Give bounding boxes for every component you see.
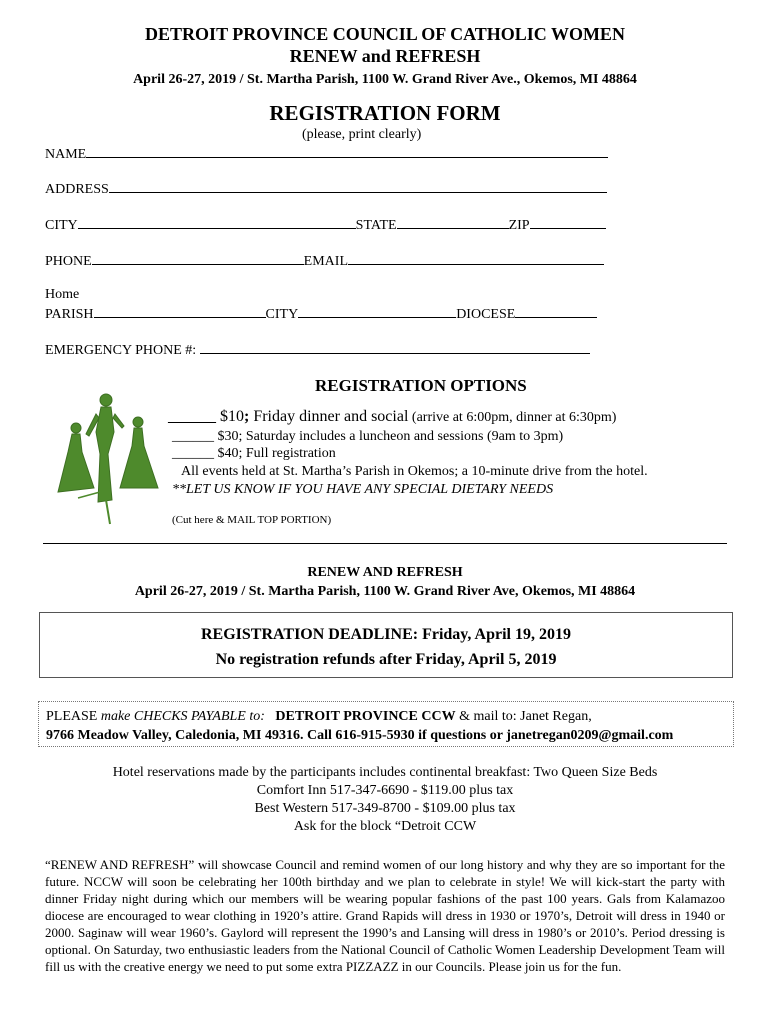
payment-please: PLEASE: [46, 709, 101, 724]
emergency-label: EMERGENCY PHONE #:: [45, 343, 197, 358]
zip-field[interactable]: [530, 216, 606, 229]
refund-policy: No registration refunds after Friday, April 5, 2019: [215, 651, 557, 668]
payment-payee: DETROIT PROVINCE CCW: [275, 709, 456, 724]
cut-line: [43, 543, 727, 544]
print-instruction: (please, print clearly): [302, 127, 422, 142]
hotel-block: Ask for the block “Detroit CCW: [293, 819, 477, 834]
address-field[interactable]: [109, 180, 607, 193]
state-field[interactable]: [397, 216, 509, 229]
lower-date-location: April 26-27, 2019 / St. Martha Parish, 1100 W. Grand River Ave, Okemos, MI 48864: [134, 584, 636, 599]
home-label: Home: [45, 287, 80, 302]
events-note: All events held at St. Martha’s Parish in Okemos; a 10-minute drive from the hotel.: [181, 464, 648, 479]
parish-field[interactable]: [94, 305, 266, 318]
address-label: ADDRESS: [45, 182, 109, 197]
option-friday-text: Friday dinner and social: [249, 408, 409, 425]
diocese-field[interactable]: [515, 305, 597, 318]
option-full[interactable]: ______ $40; Full registration: [172, 446, 336, 461]
option-friday-price: $10: [220, 408, 244, 425]
org-title: DETROIT PROVINCE COUNCIL OF CATHOLIC WOMEN: [145, 24, 625, 44]
name-field[interactable]: [86, 145, 608, 158]
event-title: RENEW and REFRESH: [289, 46, 481, 66]
ladies-dresses-illustration: [38, 392, 168, 530]
dietary-note: **LET US KNOW IF YOU HAVE ANY SPECIAL DIETARY NEEDS: [172, 482, 554, 497]
phone-row: [45, 252, 604, 270]
option-friday-note: (arrive at 6:00pm, dinner at 6:30pm): [408, 410, 617, 425]
phone-label: PHONE: [45, 254, 92, 269]
lower-event-title: RENEW AND REFRESH: [307, 565, 463, 580]
option-friday-separator: ;: [244, 408, 250, 425]
registration-deadline: REGISTRATION DEADLINE: Friday, April 19, 2019: [201, 626, 571, 643]
event-date-location: April 26-27, 2019 / St. Martha Parish, 1100 W. Grand River Ave., Okemos, MI 48864: [133, 72, 637, 87]
option-friday-blank: ______: [168, 408, 216, 425]
option-saturday[interactable]: ______ $30; Saturday includes a luncheon and sessions (9am to 3pm): [172, 429, 564, 444]
city-row: [45, 216, 606, 234]
emergency-row: [45, 341, 590, 359]
parish-city-label: CITY: [265, 307, 299, 322]
form-title: REGISTRATION FORM: [269, 101, 501, 125]
parish-label: PARISH: [45, 307, 94, 322]
payment-mail-to: & mail to: Janet Regan,: [455, 709, 592, 724]
name-label: NAME: [45, 147, 87, 162]
email-field[interactable]: [348, 252, 604, 265]
state-label: STATE: [355, 218, 397, 233]
address-row: [45, 180, 607, 198]
city-label: CITY: [45, 218, 78, 233]
emergency-field[interactable]: [200, 341, 590, 354]
event-description: “RENEW AND REFRESH” will showcase Council and remind women of our long history and why they are so important for the future. NCCW will soon be celebrating her 100th birthday and we plan to celebrate in style! We will kick-start the party with dinner Friday night during which our members will be wearing popular fashions of the past 100 years. Gals from Kalamazoo diocese are encouraged to wear clothing in 1920’s attire. Grand Rapids will dress in 1930 or 1970’s, Detroit will dress in 1940 or 2000. Saginaw will wear 1960’s. Gaylord will represent the 1990’s and Lansing will dress in 1980’s or 2010’s. Period dressing is optional. On Saturday, two enthusiastic leaders from the National Council of Catholic Women Leadership Development Team will fill us with the creative energy we need to put some extra PIZZAZZ in our Councils. Please join us for the fun.: [45, 857, 725, 974]
email-label: EMAIL: [303, 254, 348, 269]
payment-line-1: [46, 709, 592, 725]
payment-line-2: 9766 Meadow Valley, Caledonia, MI 49316. Call 616-915-5930 if questions or janetregan0209@gmail.com: [46, 728, 674, 743]
parish-city-field[interactable]: [298, 305, 456, 318]
city-field[interactable]: [78, 216, 356, 229]
parish-row: [45, 305, 597, 323]
payment-payable-to: make CHECKS PAYABLE to:: [100, 709, 265, 724]
diocese-label: DIOCESE: [456, 307, 516, 322]
options-title: REGISTRATION OPTIONS: [315, 376, 527, 395]
hotel-comfort-inn: Comfort Inn 517-347-6690 - $119.00 plus tax: [256, 783, 514, 798]
option-friday[interactable]: [168, 408, 616, 426]
cut-here-note: (Cut here & MAIL TOP PORTION): [172, 514, 332, 526]
phone-field[interactable]: [92, 252, 304, 265]
deadline-box: [39, 612, 733, 678]
zip-label: ZIP: [508, 218, 530, 233]
payment-box: [38, 701, 734, 747]
hotel-best-western: Best Western 517-349-8700 - $109.00 plus tax: [254, 801, 516, 816]
name-row: [45, 145, 608, 163]
hotel-intro: Hotel reservations made by the participants includes continental breakfast: Two Queen Size Beds: [112, 765, 658, 780]
